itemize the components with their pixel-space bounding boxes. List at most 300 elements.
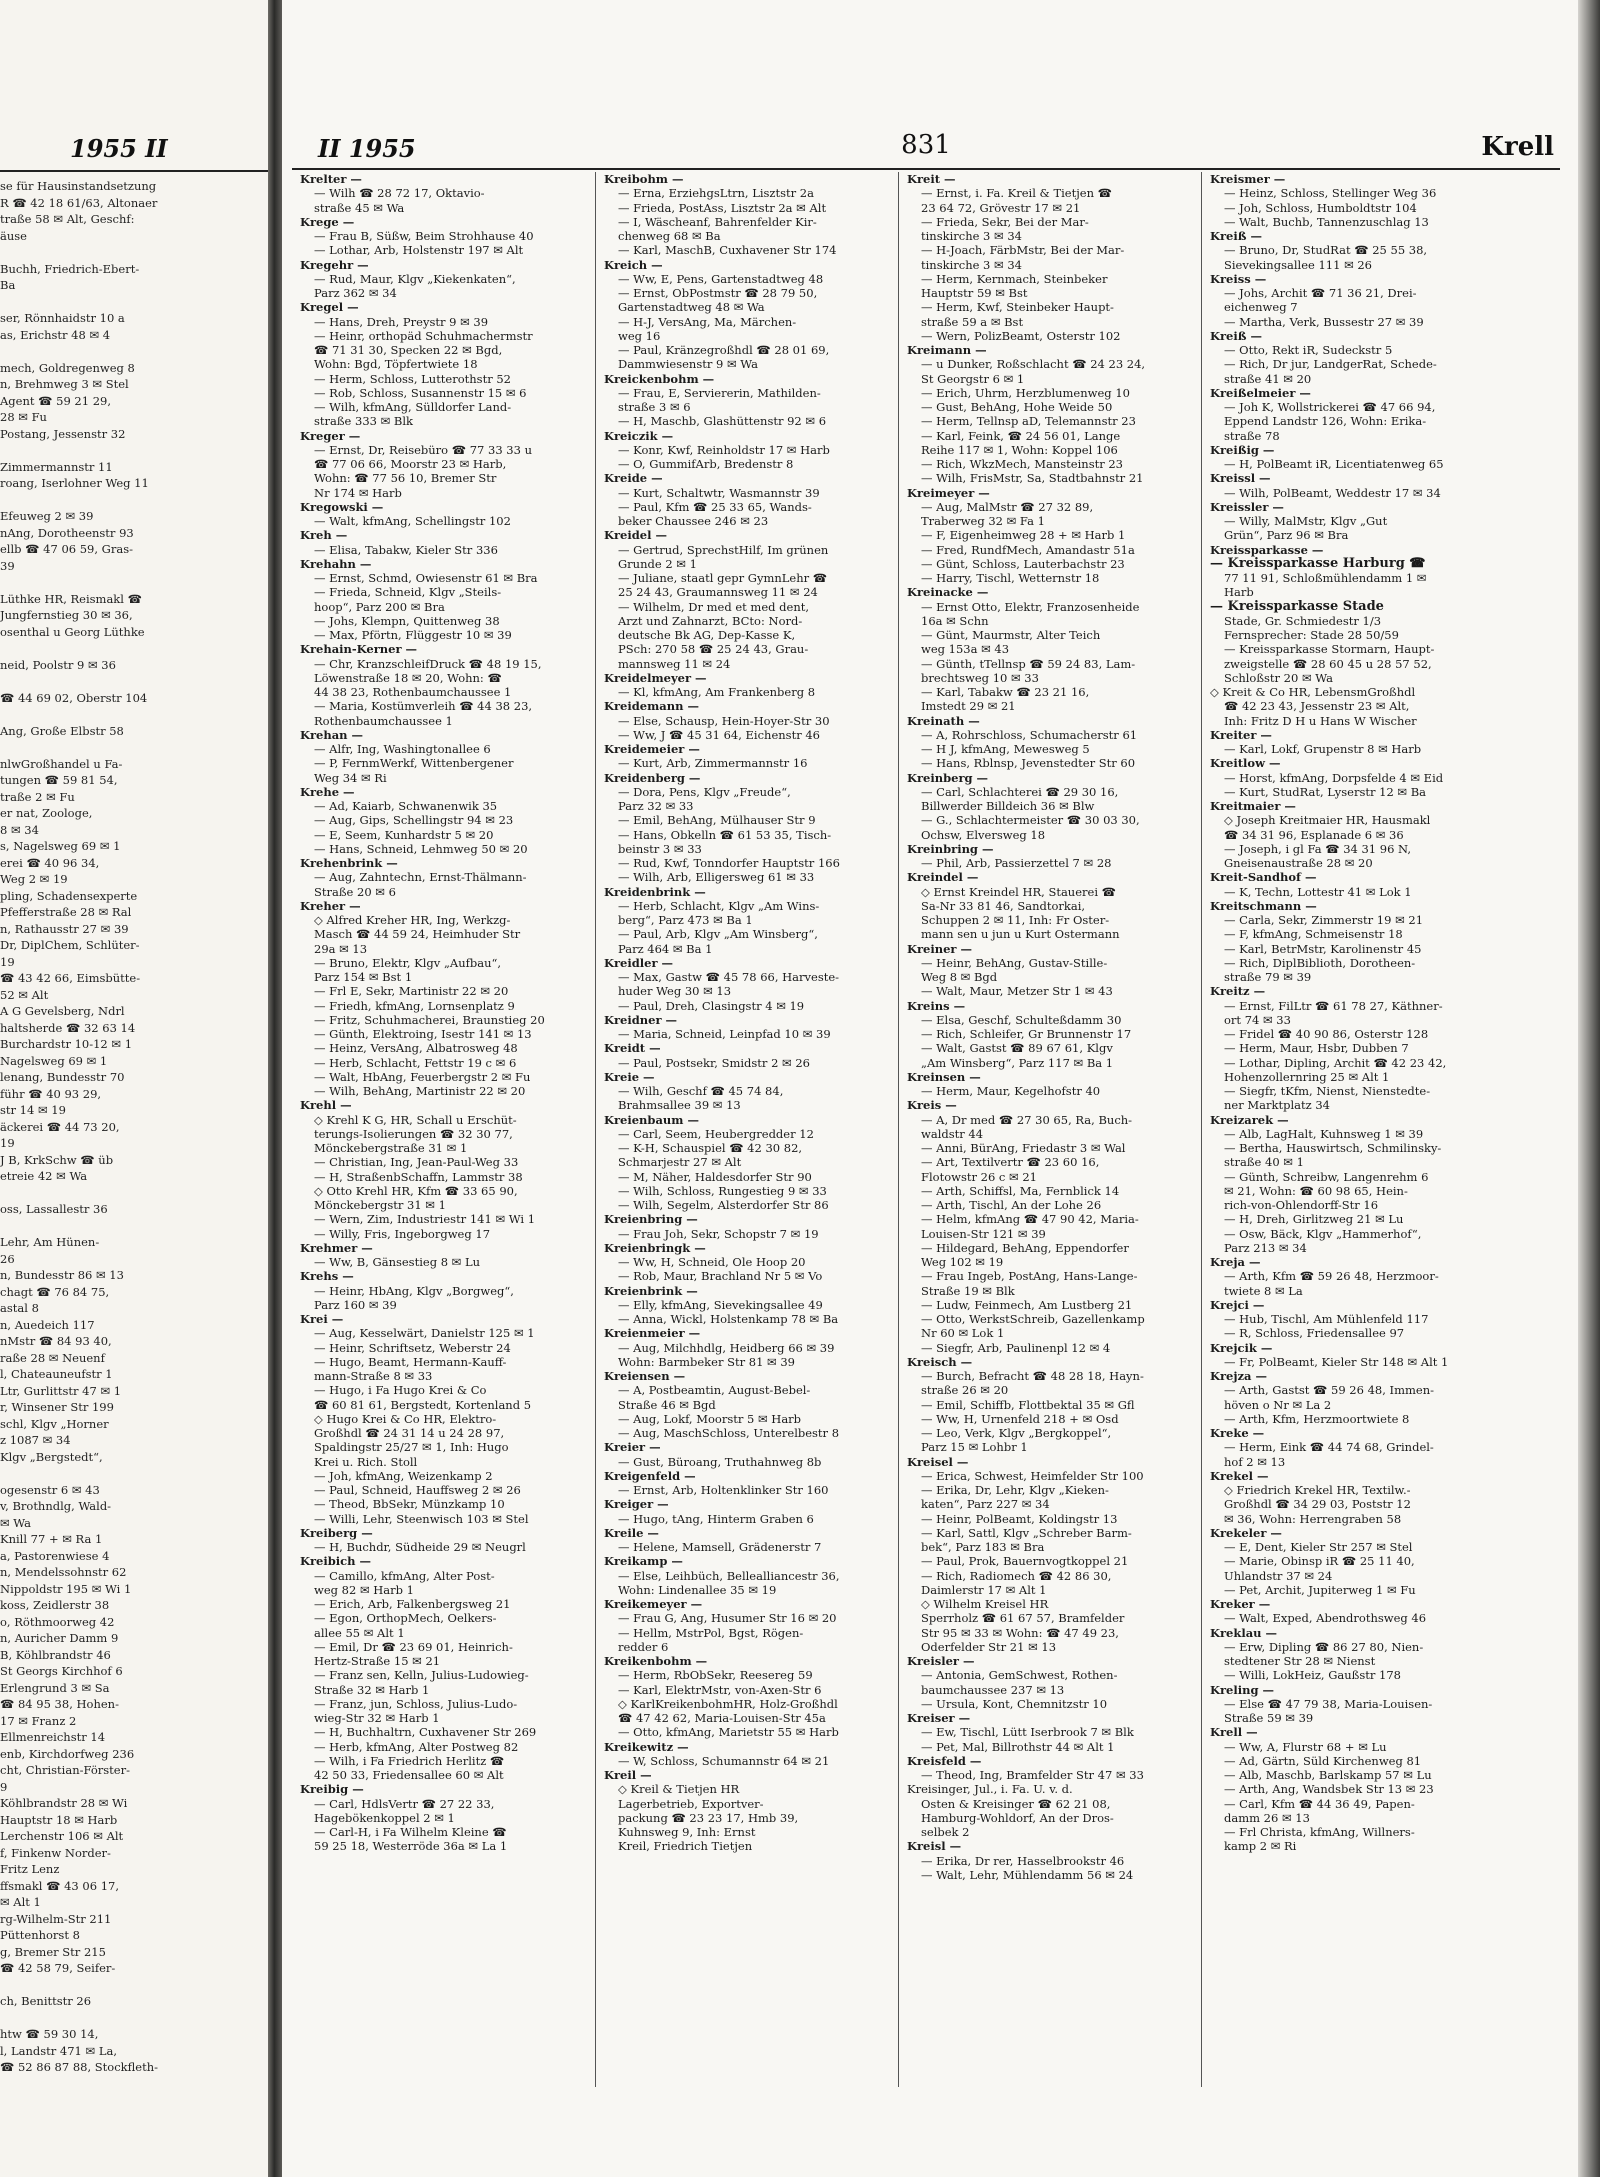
entry-line: — Frau, E, Serviererin, Mathilden- [618, 385, 821, 400]
entry-line: weg 16 [618, 328, 661, 343]
entry-line: weg 82 ✉ Harb 1 [314, 1582, 414, 1597]
left-page-line: traße 2 ✉ Fu [0, 789, 75, 804]
left-page-line: n, Mendelssohnstr 62 [0, 1565, 127, 1579]
entry-line: — Walt, Buchb, Tannenzuschlag 13 [1224, 214, 1429, 229]
left-page-line [0, 2010, 262, 2027]
entry-line: Harb [1224, 585, 1254, 600]
entry-line: — R, Schloss, Friedensallee 97 [1224, 1326, 1405, 1341]
entry-line: straße 26 ✉ 20 [921, 1383, 1009, 1398]
entry-line: — Wern, PolizBeamt, Osterstr 102 [921, 328, 1121, 343]
entry-line: Nr 60 ✉ Lok 1 [921, 1326, 1005, 1341]
entry-line: Ochsw, Elversweg 18 [921, 827, 1046, 842]
entry-line: Hamburg-Wohldorf, An der Dros- [921, 1810, 1114, 1825]
entry-line: — Osw, Bäck, Klgv „Hammerhof“, [1224, 1226, 1422, 1241]
left-page-line: äckerei ☎ 44 73 20, [0, 1119, 120, 1134]
entry-line: — Wilh, Segelm, Alsterdorfer Str 86 [618, 1198, 829, 1212]
left-page-line: 52 ✉ Alt [0, 987, 49, 1002]
entry-line: — Theod, Ing, Bramfelder Str 47 ✉ 33 [921, 1768, 1144, 1782]
left-page-line: 39 [0, 558, 15, 573]
directory-entry [1202, 329, 1502, 386]
entry-line: — Erna, ErziehgsLtrn, Lisztstr 2a [618, 186, 814, 201]
directory-entry [899, 870, 1199, 941]
left-page-line: as, Erichstr 48 ✉ 4 [0, 327, 111, 342]
entry-line: Straße 20 ✉ 6 [314, 884, 396, 899]
left-page-line: astal 8 [0, 1301, 39, 1315]
entry-surname-heading: Kreiensen — [604, 1369, 686, 1383]
entry-line: — Helene, Mamsell, Grädenerstr 7 [618, 1540, 822, 1554]
entry-line: — Elly, kfmAng, Sievekingsallee 49 [618, 1297, 823, 1312]
entry-line: — Wilhelm, Dr med et med dent, [618, 599, 809, 614]
entry-line: — Emil, Dr ☎ 23 69 01, Heinrich- [314, 1639, 513, 1654]
entry-line: — Ursula, Kont, Chemnitzstr 10 [921, 1696, 1108, 1711]
entry-line: — Carl, Schlachterei ☎ 29 30 16, [921, 784, 1119, 799]
left-page-line [0, 640, 262, 657]
entry-surname-heading: Kreit-Sandhof — [1210, 870, 1317, 885]
entry-line: — Günt, Maurmstr, Alter Teich [921, 628, 1101, 642]
entry-line: ◇ Otto Krehl HR, Kfm ☎ 33 65 90, [314, 1183, 518, 1198]
directory-entry [1202, 543, 1502, 557]
directory-entry [1202, 1369, 1502, 1426]
entry-line: — F, Eigenheimweg 28 + ✉ Harb 1 [921, 528, 1126, 543]
entry-line: Inh: Fritz D H u Hans W Wischer [1224, 713, 1417, 728]
left-page-line: Klgv „Bergstedt“, [0, 1449, 103, 1464]
entry-line: — Anna, Wickl, Holstenkamp 78 ✉ Ba [618, 1312, 839, 1326]
entry-line: 77 11 91, Schloßmühlendamm 1 ✉ [1224, 571, 1427, 585]
entry-line: — Arth, Schiffsl, Ma, Fernblick 14 [921, 1183, 1120, 1198]
entry-line: — Rich, DiplBiblioth, Dorotheen- [1224, 955, 1416, 970]
entry-line: Uhlandstr 37 ✉ 24 [1224, 1568, 1333, 1583]
entry-line: Nr 174 ✉ Harb [314, 485, 402, 500]
entry-surname-heading: Kreklau — [1210, 1625, 1278, 1640]
entry-line: — Lothar, Arb, Holstenstr 197 ✉ Alt [314, 243, 524, 258]
left-page-line: Burchardstr 10-12 ✉ 1 [0, 1037, 133, 1051]
entry-line: — Franz sen, Kelln, Julius-Ludowieg- [314, 1668, 529, 1683]
left-page-line: führ ☎ 40 93 29, [0, 1086, 102, 1101]
directory-entry [596, 1212, 896, 1241]
entry-surname-heading: Kreibohm — [604, 172, 684, 186]
entry-surname-heading: Kreickenbohm — [604, 371, 715, 386]
entry-line: — Walt, Lehr, Mühlendamm 56 ✉ 24 [921, 1867, 1134, 1882]
directory-entry [1202, 1255, 1502, 1298]
entry-surname-heading: Krehs — [300, 1269, 354, 1284]
entry-line: — Konr, Kwf, Reinholdstr 17 ✉ Harb [618, 442, 830, 457]
entry-surname-heading: Kreimeyer — [907, 485, 990, 500]
entry-line: — Erica, Schwest, Heimfelder Str 100 [921, 1468, 1144, 1483]
entry-line: — Johs, Archit ☎ 71 36 21, Drei- [1224, 286, 1417, 300]
entry-line: — H, Maschb, Glashüttenstr 92 ✉ 6 [618, 414, 827, 429]
entry-surname-heading: Kreit — [907, 172, 956, 186]
entry-line: höven o Nr ✉ La 2 [1224, 1397, 1332, 1412]
entry-line: — Ww, H, Schneid, Ole Hoop 20 [618, 1255, 806, 1269]
entry-line: — Frau Ingeb, PostAng, Hans-Lange- [921, 1269, 1138, 1284]
entry-line: — H, Dreh, Girlitzweg 21 ✉ Lu [1224, 1212, 1404, 1227]
entry-line: — Karl, MaschB, Cuxhavener Str 174 [618, 243, 837, 258]
entry-line: 44 38 23, Rothenbaumchaussee 1 [314, 685, 512, 699]
entry-line: — Rich, WkzMech, Mansteinstr 23 [921, 457, 1123, 471]
left-page-line: 8 ✉ 34 [0, 822, 39, 837]
entry-line: — Phil, Arb, Passierzettel 7 ✉ 28 [921, 856, 1112, 870]
entry-surname-heading: Kreidler — [604, 955, 674, 970]
entry-line: — Elisa, Tabakw, Kieler Str 336 [314, 542, 498, 557]
directory-entry [899, 172, 1199, 343]
directory-entry [1202, 443, 1502, 472]
directory-entry [899, 486, 1199, 586]
entry-line: — Siegfr, tKfm, Nienst, Nienstedte- [1224, 1084, 1431, 1098]
entry-line: — Heinr, HbAng, Klgv „Borgweg“, [314, 1283, 514, 1298]
left-page-line: lenang, Bundesstr 70 [0, 1070, 125, 1084]
entry-line: Reihe 117 ✉ 1, Wohn: Koppel 106 [921, 442, 1118, 457]
entry-line: — Bruno, Elektr, Klgv „Aufbau“, [314, 955, 502, 970]
entry-line: — Karl, Sattl, Klgv „Schreber Barm- [921, 1525, 1132, 1540]
entry-line: — H, Buchdr, Südheide 29 ✉ Neugrl [314, 1540, 526, 1554]
entry-line: Arzt und Zahnarzt, BCto: Nord- [618, 613, 803, 628]
entry-line: — Paul, Postsekr, Smidstr 2 ✉ 26 [618, 1055, 810, 1070]
entry-line: — Otto, kfmAng, Marietstr 55 ✉ Harb [618, 1725, 839, 1740]
directory-entry [596, 1013, 896, 1042]
entry-line: 42 50 33, Friedensallee 60 ✉ Alt [314, 1768, 504, 1782]
entry-line: Gartenstadtweg 48 ✉ Wa [618, 300, 765, 315]
entry-line: Parz 15 ✉ Lohbr 1 [921, 1440, 1028, 1455]
directory-column-4 [1201, 172, 1502, 2087]
entry-surname-heading: Krehain-Kerner — [300, 642, 418, 657]
entry-surname-heading: Kreißelmeier — [1210, 385, 1311, 400]
entry-surname-heading: Kreibich — [300, 1554, 372, 1569]
entry-line: — Lothar, Dipling, Archit ☎ 42 23 42, [1224, 1055, 1447, 1070]
entry-line: — Carl, HdlsVertr ☎ 27 22 33, [314, 1796, 495, 1811]
left-page-line: Jungfernstieg 30 ✉ 36, [0, 608, 133, 622]
entry-line: ◇ Joseph Kreitmaier HR, Hausmakl [1224, 813, 1431, 828]
directory-entry [899, 343, 1199, 486]
entry-surname-heading: Kreinberg — [907, 770, 989, 785]
entry-line: 59 25 18, Westerröde 36a ✉ La 1 [314, 1839, 508, 1854]
entry-line: Wohn: Bgd, Töpfertwiete 18 [314, 357, 478, 372]
left-page-line: Erlengrund 3 ✉ Sa [0, 1680, 110, 1695]
left-page-line: Weg 2 ✉ 19 [0, 872, 68, 886]
left-page-line: l, Landstr 471 ✉ La, [0, 2043, 117, 2058]
left-page-column [0, 178, 262, 2076]
entry-line: — Heinz, VersAng, Albatrosweg 48 [314, 1041, 518, 1056]
entry-surname-heading: Kreimann — [907, 343, 987, 357]
entry-line: — K-H, Schauspiel ☎ 42 30 82, [618, 1141, 803, 1155]
directory-entry [1202, 799, 1502, 870]
entry-line: — Gertrud, SprechstHilf, Im grünen [618, 542, 829, 557]
directory-entry [292, 172, 592, 215]
entry-line: straße 45 ✉ Wa [314, 200, 405, 215]
left-page-line: schl, Klgv „Horner [0, 1416, 109, 1431]
entry-line: — H, PolBeamt iR, Licentiatenweg 65 [1224, 457, 1444, 471]
entry-line: — Hugo, tAng, Hinterm Graben 6 [618, 1511, 814, 1526]
entry-line: Wohn: Barmbeker Str 81 ✉ 39 [618, 1354, 795, 1369]
entry-line: — Bertha, Hauswirtsch, Schmilinsky- [1224, 1141, 1442, 1155]
directory-entry [899, 714, 1199, 771]
left-page-line: 19 [0, 954, 15, 969]
entry-line: — Frau G, Ang, Husumer Str 16 ✉ 20 [618, 1611, 837, 1626]
entry-line: — Martha, Verk, Bussestr 27 ✉ 39 [1224, 314, 1424, 329]
entry-line: — Wilh, kfmAng, Sülldorfer Land- [314, 400, 512, 414]
directory-entry [292, 258, 592, 301]
entry-line: — Aug, Zahntechn, Ernst-Thälmann- [314, 870, 527, 885]
left-page-line: Nippoldstr 195 ✉ Wi 1 [0, 1581, 132, 1596]
entry-line: hoop“, Parz 200 ✉ Bra [314, 599, 445, 614]
entry-surname-heading: Kreh — [300, 528, 348, 543]
entry-line: — Arth, Tischl, An der Lohe 26 [921, 1198, 1102, 1212]
entry-line: — Arth, Gastst ☎ 59 26 48, Immen- [1224, 1383, 1434, 1398]
entry-line: — Helm, kfmAng ☎ 47 90 42, Maria- [921, 1212, 1139, 1227]
entry-line: — Gust, Büroang, Truthahnweg 8b [618, 1454, 822, 1469]
entry-line: — Maria, Schneid, Leinpfad 10 ✉ 39 [618, 1027, 831, 1041]
entry-line: — Herm, Eink ☎ 44 74 68, Grindel- [1224, 1440, 1434, 1455]
entry-line: Flotowstr 26 c ✉ 21 [921, 1169, 1037, 1184]
entry-line: wieg-Str 32 ✉ Harb 1 [314, 1711, 440, 1725]
entry-line: — Paul, Kränzegroßhdl ☎ 28 01 69, [618, 343, 830, 357]
directory-entry [596, 1241, 896, 1284]
left-page-line: Nagelsweg 69 ✉ 1 [0, 1053, 108, 1068]
directory-entry [292, 1312, 592, 1526]
entry-surname-heading: Kregel — [300, 300, 359, 315]
entry-line: „Am Winsberg“, Parz 117 ✉ Ba 1 [921, 1055, 1114, 1070]
left-page-line: Knill 77 + ✉ Ra 1 [0, 1532, 103, 1546]
entry-line: — Friedh, kfmAng, Lornsenplatz 9 [314, 998, 515, 1013]
entry-line: — Paul, Kfm ☎ 25 33 65, Wands- [618, 499, 812, 514]
directory-column-1 [292, 172, 592, 2087]
entry-line: — Wilh, Schloss, Rungestieg 9 ✉ 33 [618, 1183, 827, 1198]
entry-line: — Kl, kfmAng, Am Frankenberg 8 [618, 685, 816, 699]
directory-entry [596, 429, 896, 472]
left-page-fragment [0, 0, 269, 2177]
entry-line: rich-von-Ohlendorff-Str 16 [1224, 1198, 1379, 1212]
entry-line: Osten & Kreisinger ☎ 62 21 08, [921, 1796, 1111, 1811]
entry-surname-heading: Kregehr — [300, 257, 369, 272]
entry-line: — Heinr, PolBeamt, Koldingstr 13 [921, 1511, 1118, 1526]
left-page-line: Lerchenstr 106 ✉ Alt [0, 1829, 124, 1843]
directory-entry [292, 728, 592, 785]
entry-line: — Herb, Schlacht, Fettstr 19 c ✉ 6 [314, 1055, 517, 1070]
entry-line: — Heinz, Schloss, Stellinger Weg 36 [1224, 186, 1437, 201]
entry-line: — Wilh, FrisMstr, Sa, Stadtbahnstr 21 [921, 471, 1144, 486]
entry-line: — Günth, Elektroing, Isestr 141 ✉ 13 [314, 1027, 532, 1041]
entry-line: Weg 8 ✉ Bgd [921, 970, 998, 984]
entry-line: — u Dunker, Roßschlacht ☎ 24 23 24, [921, 357, 1146, 372]
left-page-line [0, 1977, 262, 1994]
left-page-header: 1955 II [70, 134, 168, 163]
entry-line: — O, GummifArb, Bredenstr 8 [618, 457, 794, 471]
directory-entry [596, 1497, 896, 1526]
entry-line: straße 40 ✉ 1 [1224, 1155, 1304, 1170]
left-page-line: Agent ☎ 59 21 29, [0, 393, 112, 408]
left-page-line: B, Köhlbrandstr 46 [0, 1647, 111, 1662]
left-page-line: Efeuweg 2 ✉ 39 [0, 509, 94, 523]
entry-line: — Johs, Klempn, Quittenweg 38 [314, 613, 500, 628]
entry-line: Louisen-Str 121 ✉ 39 [921, 1226, 1046, 1241]
directory-entry [596, 1041, 896, 1070]
entry-line: Dammwiesenstr 9 ✉ Wa [618, 357, 758, 372]
entry-line: — Kreissparkasse Stormarn, Haupt- [1224, 642, 1435, 657]
entry-surname-heading: Kreinbring — [907, 841, 994, 856]
entry-line: — Walt, Maur, Metzer Str 1 ✉ 43 [921, 984, 1113, 999]
left-page-line: tungen ☎ 59 81 54, [0, 773, 118, 787]
entry-line: beinstr 3 ✉ 33 [618, 841, 702, 856]
entry-line: — Ww, B, Gänsestieg 8 ✉ Lu [314, 1255, 481, 1269]
entry-line: ◇ Kreil & Tietjen HR [618, 1782, 740, 1797]
entry-line: ✉ 21, Wohn: ☎ 60 98 65, Hein- [1224, 1183, 1408, 1198]
left-page-line: 17 ✉ Franz 2 [0, 1713, 77, 1728]
directory-entry [899, 842, 1199, 871]
entry-surname-heading: Kreiger — [604, 1497, 669, 1512]
entry-line: — M, Näher, Haldesdorfer Str 90 [618, 1169, 812, 1184]
entry-line: 23 64 72, Grövestr 17 ✉ 21 [921, 200, 1081, 215]
directory-entry [596, 372, 896, 429]
entry-line: — Hildegard, BehAng, Eppendorfer [921, 1240, 1129, 1255]
entry-line: — Günth, tTellnsp ☎ 59 24 83, Lam- [921, 656, 1136, 671]
entry-line: — Kurt, StudRat, Lyserstr 12 ✉ Ba [1224, 784, 1427, 799]
entry-line: — Joh K, Wollstrickerei ☎ 47 66 94, [1224, 400, 1436, 414]
entry-line: Sievekingsallee 111 ✉ 26 [1224, 257, 1372, 272]
directory-entry [1202, 1725, 1502, 1853]
left-page-line: 28 ✉ Fu [0, 410, 47, 424]
left-page-line: ch, Benittstr 26 [0, 1994, 92, 2008]
directory-entry [899, 1839, 1199, 1882]
left-page-line: 26 [0, 1251, 15, 1266]
directory-entry [292, 528, 592, 557]
entry-line: — Paul, Schneid, Hauffsweg 2 ✉ 26 [314, 1483, 521, 1497]
directory-entry [1202, 756, 1502, 799]
left-page-line: er nat, Zoologe, [0, 806, 93, 820]
entry-line: — Willi, Lehr, Steenwisch 103 ✉ Stel [314, 1511, 529, 1526]
entry-line: ☎ 42 23 43, Jessenstr 23 ✉ Alt, [1224, 699, 1410, 714]
entry-line: — Rich, Radiomech ☎ 42 86 30, [921, 1568, 1112, 1583]
entry-surname-heading: Kreitz — [1210, 984, 1266, 999]
entry-surname-heading: Kreikenbohm — [604, 1654, 708, 1668]
directory-entry [596, 1554, 896, 1597]
entry-line: — Paul, Dreh, Clasingstr 4 ✉ 19 [618, 998, 805, 1013]
entry-line: mannsweg 11 ✉ 24 [618, 656, 731, 671]
left-page-line [0, 1465, 262, 1482]
directory-entry [899, 1782, 1199, 1839]
directory-entry [596, 1768, 896, 1854]
left-page-line: Postang, Jessenstr 32 [0, 426, 126, 441]
entry-surname-heading: Kreiss — [1210, 271, 1267, 286]
entry-line: — Herm, Kernmach, Steinbeker [921, 271, 1108, 286]
left-page-line: se für Hausinstandsetzung [0, 179, 157, 193]
entry-surname-heading: Kreinsen — [907, 1069, 981, 1084]
left-page-line: koss, Zeidlerstr 38 [0, 1598, 110, 1612]
entry-line: straße 333 ✉ Blk [314, 414, 414, 429]
entry-line: — Rich, Dr jur, LandgerRat, Schede- [1224, 357, 1437, 372]
entry-line: ◇ Friedrich Krekel HR, Textilw.- [1224, 1483, 1411, 1497]
entry-line: — Hans, Dreh, Preystr 9 ✉ 39 [314, 314, 489, 329]
entry-line: eichenweg 7 [1224, 300, 1298, 315]
entry-line: — H-Joach, FärbMstr, Bei der Mar- [921, 243, 1125, 258]
directory-entry [596, 1740, 896, 1769]
left-page-line: v, Brothndlg, Wald- [0, 1499, 112, 1513]
entry-line: Krei u. Rich. Stoll [314, 1454, 418, 1469]
entry-line: bek“, Parz 183 ✉ Bra [921, 1540, 1045, 1554]
directory-entry [292, 785, 592, 856]
entry-surname-heading: Kreiter — [1210, 727, 1272, 742]
entry-line: — Antonia, GemSchwest, Rothen- [921, 1668, 1118, 1683]
entry-line: berg“, Parz 473 ✉ Ba 1 [618, 913, 753, 927]
entry-line: ◇ Ernst Kreindel HR, Stauerei ☎ [921, 884, 1116, 899]
left-page-line [0, 673, 262, 690]
entry-line: — Wilh, BehAng, Martinistr 22 ✉ 20 [314, 1084, 526, 1098]
entry-surname-heading: Kreikemeyer — [604, 1597, 703, 1611]
directory-entry [596, 1369, 896, 1440]
left-page-line: f, Finkenw Norder- [0, 1845, 111, 1860]
directory-entry [292, 1241, 592, 1270]
entry-line: — Ernst, i. Fa. Kreil & Tietjen ☎ [921, 186, 1112, 201]
directory-entry [899, 999, 1199, 1070]
left-page-line: str 14 ✉ 19 [0, 1103, 66, 1117]
left-page-line: rg-Wilhelm-Str 211 [0, 1911, 112, 1926]
entry-line: — Frl E, Sekr, Martinistr 22 ✉ 20 [314, 984, 509, 999]
left-page-line: n, Auricher Damm 9 [0, 1631, 119, 1645]
left-page-line: Zimmermannstr 11 [0, 459, 113, 474]
entry-line: straße 78 [1224, 428, 1280, 443]
left-page-line: cht, Christian-Förster- [0, 1763, 130, 1777]
entry-line: — Ww, H, Urnenfeld 218 + ✉ Osd [921, 1411, 1119, 1426]
entry-surname-heading: Kreke — [1210, 1426, 1265, 1440]
entry-line: — H, Buchhaltrn, Cuxhavener Str 269 [314, 1725, 537, 1740]
left-page-line: Ellmenreichstr 14 [0, 1730, 106, 1744]
entry-line: Parz 362 ✉ 34 [314, 286, 397, 300]
directory-entry [292, 1782, 592, 1853]
directory-entry [596, 258, 896, 372]
entry-line: — Pet, Mal, Billrothstr 44 ✉ Alt 1 [921, 1739, 1115, 1754]
entry-line: Spaldingstr 25/27 ✉ 1, Inh: Hugo [314, 1440, 509, 1455]
directory-column-2 [595, 172, 896, 2087]
entry-line: — Kurt, Arb, Zimmermannstr 16 [618, 756, 808, 771]
entry-line: ◇ Wilhelm Kreisel HR [921, 1597, 1049, 1611]
entry-line: damm 26 ✉ 13 [1224, 1810, 1310, 1825]
entry-line: PSch: 270 58 ☎ 25 24 43, Grau- [618, 642, 809, 657]
entry-line: ◇ Alfred Kreher HR, Ing, Werkzg- [314, 913, 511, 927]
left-page-line: z 1087 ✉ 34 [0, 1433, 71, 1447]
entry-line: Hauptstr 59 ✉ Bst [921, 286, 1028, 300]
directory-entry [596, 1526, 896, 1555]
entry-surname-heading: Kreisel — [907, 1454, 969, 1469]
directory-entry [1202, 728, 1502, 757]
entry-line: — Ernst, FilLtr ☎ 61 78 27, Käthner- [1224, 998, 1443, 1013]
entry-line: deutsche Bk AG, Dep-Kasse K, [618, 628, 796, 642]
entry-line: Parz 154 ✉ Bst 1 [314, 970, 413, 984]
directory-entry [596, 1440, 896, 1469]
entry-line: ☎ 60 81 61, Bergstedt, Kortenland 5 [314, 1397, 532, 1412]
entry-line: ◇ Hugo Krei & Co HR, Elektro- [314, 1411, 497, 1426]
entry-line: — Carl, Seem, Heubergredder 12 [618, 1126, 814, 1141]
entry-line: Oderfelder Str 21 ✉ 13 [921, 1639, 1057, 1654]
entry-line: chenweg 68 ✉ Ba [618, 229, 721, 243]
entry-surname-heading: Kreienbring — [604, 1212, 698, 1227]
entry-line: — Rud, Kwf, Tonndorfer Hauptstr 166 [618, 856, 840, 870]
entry-line: allee 55 ✉ Alt 1 [314, 1625, 405, 1640]
directory-entry [899, 585, 1199, 713]
entry-line: — G., Schlachtermeister ☎ 30 03 30, [921, 813, 1140, 828]
entry-line: — Harry, Tischl, Wetternstr 18 [921, 571, 1100, 585]
left-page-line: oss, Lassallestr 36 [0, 1202, 108, 1216]
left-page-line: A G Gevelsberg, Ndrl [0, 1004, 125, 1018]
entry-line: — I, Wäscheanf, Bahrenfelder Kir- [618, 214, 817, 229]
entry-line: weg 153a ✉ 43 [921, 642, 1010, 657]
directory-entry [1202, 685, 1502, 728]
entry-line: — Bruno, Dr, StudRat ☎ 25 55 38, [1224, 243, 1428, 258]
left-page-line: ☎ 52 86 87 88, Stockfleth- [0, 2060, 159, 2074]
directory-entry [1202, 172, 1502, 229]
entry-line: — Karl, Lokf, Grupenstr 8 ✉ Harb [1224, 742, 1422, 756]
directory-entry [596, 1284, 896, 1327]
entry-line: Parz 464 ✉ Ba 1 [618, 941, 713, 956]
entry-line: — Paul, Prok, Bauernvogtkoppel 21 [921, 1554, 1129, 1569]
entry-line: — Herm, Schloss, Lutterothstr 52 [314, 371, 511, 386]
